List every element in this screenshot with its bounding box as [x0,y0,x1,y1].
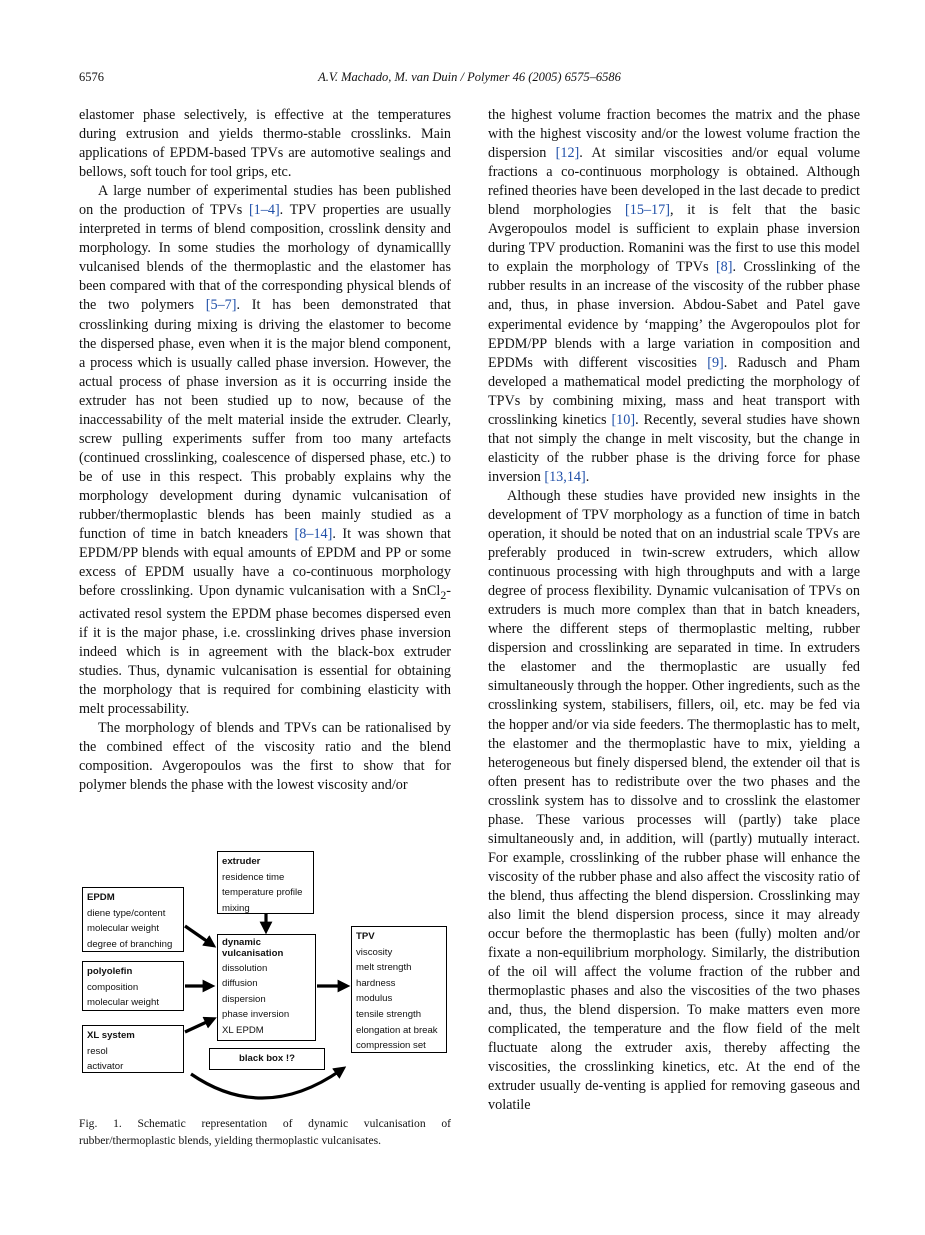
box-title: extruder [222,856,261,867]
right-column [488,106,860,1115]
box-title: TPV [356,931,375,942]
left-column [79,106,451,796]
box-item: activator [87,1061,124,1073]
citation-link[interactable]: [9] [707,354,724,371]
citation-link[interactable]: [10] [611,411,636,428]
box-title: dynamic [222,937,261,948]
box-item: residence time [222,871,285,883]
paragraph: the highest volume fraction becomes the matrix and the phase with the highest viscosity and/or the lowest volume fraction the dispersion [12]. At similar viscosities and/or equal volume fractions a co-continuous morphology is obtained. Although refined theories have been developed in the last decade to predict blend morphologies [15–17], it is felt that the basic Avgeropoulos model is sufficient to explain phase inversion during TPV production. Romanini was the first to use this model to explain the morphology of TPVs [8]. Crosslinking of the rubber results in an increase of the viscosity of the rubber phase and, thus, in phase inversion. Abdou-Sabet and Patel gave experimental evidence by ‘mapping’ the Avgeropoulos plot for EPDM/PP blends with a large variation in composition and EPDMs with different viscosities [9]. Radusch and Pham developed a mathematical model predicting the morphology of TPVs by combining mixing, mass and heat transport with crosslinking kinetics [10]. Recently, several studies have shown that not simply the change in melt viscosity, but the change in elasticity of the rubber phase is the driving force for phase inversion [13,14]. [488,107,861,485]
paragraph: elastomer phase selectively, is effective at the temperatures during extrusion and yields thermo-stable crosslinks. Main applications of EPDM-based TPVs are automotive sealings and bellows, soft touch for tool grips, etc. [79,107,451,181]
paragraph: Although these studies have provided new insights in the development of TPV morphology as a function of time in batch operation, it should be noted that on an industrial scale TPVs are preferably produced in twin-screw extruders, which allow continuous processing with high throughputs and with a large degree of process flexibility. Dynamic vulcanisation of TPVs on extruders is much more complex than that in batch kneaders, where the different steps of thermoplastic melting, rubber dispersion and crosslinking are separated in time. In extruders the elastomer and the thermoplastic are usually fed simultaneously through the hopper. Other ingredients, such as the crosslinking system, stabilisers, fillers, oil, etc. may be fed via the hopper and/or via side feeders. The thermoplastic has to melt, the elastomer and the thermoplastic have to mix, yielding a heterogeneous but finely dispersed blend, the extender oil that is often present has to redistribute over the two phases and the crosslink system has to dissolve and to crosslink the elastomer phase. These various processes will (partly) take place simultaneously and, in addition, will (partly) mutually interact. For example, crosslinking of the rubber phase will enhance the viscosity of the rubber phase and also affect the viscosity ratio of the blend, thus affecting the blend dispersion. Crosslinking may also limit the blend dispersion process, since it may already occur before the thermoplastic has been (fully) molten and/or fixate a non-equilibrium morphology. Similarly, the distribution of the oil will affect the volume fraction of the rubber and thermoplastic phases and also the viscosities of the two phases and, thus, the blend dispersion. To make matters even more complicated, the temperature and the flow field of the melt fluctuate along the extruder axis, thereby affecting the viscosities, the crosslinking kinetics, etc. At the end of the extruder usually de-venting is applied for removing gaseous and volatile [488,487,860,1114]
box-item: phase inversion [222,1009,290,1021]
figure-1-diagram [79,846,451,1081]
box-item: molecular weight [87,923,159,935]
page-number: 6576 [79,70,104,84]
box-item: XL EPDM [222,1024,264,1036]
box-title: vulcanisation [222,948,284,959]
paragraph: A large number of experimental studies has been published on the production of TPVs [1–4]. TPV properties are usually interpreted in terms of blend composition, crosslink density and morphology. In some studies the morhology of dynamicallly vulcanised blends of the thermoplastic and the elastomer has been compared with that of the corresponding physical blends of the two polymers [5–7]. It has been demonstrated that crosslinking during mixing is driving the elastomer to become the dispersed phase, even when it is the major blend component, a process which is usually called phase inversion. However, the actual process of phase inversion as it is occurring inside the extruder has not been studied up to now, because of the inaccessability of the melt material inside the extruder. Clearly, screw pulling experiments suffer from too many artefacts (continued crosslinking, coalescence of dispersed phase, etc.) to be of use in this respect. This probably explains why the morphology development during dynamic vulcanisation of rubber/thermoplastic blends has been mainly studied as a function of time in batch kneaders [8–14]. It was shown that EPDM/PP blends with equal amounts of EPDM and PP or some excess of EPDM usually have a co-continuous morphology before crosslinking. Upon dynamic vulcanisation with a SnCl$_2$-activated resol system the EPDM phase becomes dispersed even if it is the major phase, i.e. crosslinking drives phase inversion indeed which is in agreement with the black-box extruder studies. Thus, dynamic vulcanisation is essential for obtaining the morphology that is required for combining elasticity with melt processability. [79,183,451,718]
citation-link[interactable]: [13,14] [544,468,586,485]
box-item: modulus [356,993,393,1005]
box-item: tensile strength [356,1008,422,1020]
citation-link[interactable]: [8–14] [294,526,333,543]
box-item: molecular weight [87,997,159,1009]
box-title: polyolefin [87,966,133,977]
citation-link[interactable]: [8] [715,259,733,276]
box-item: elongation at break [356,1024,438,1036]
flow-arrows [79,846,451,1106]
box-item: resol [87,1045,108,1057]
arrow-xl [185,1020,211,1032]
citation-link[interactable]: [15–17] [625,202,670,219]
black-box-text: black box !? [239,1053,295,1064]
citation-link[interactable]: [12] [555,145,580,162]
box-item: composition [87,981,139,993]
figure-caption: Fig. 1. Schematic representation of dynamic vulcanisation of rubber/thermoplastic blends, yielding thermoplastic vulcanisates. [79,1117,451,1147]
running-header [79,70,860,88]
box-item: hardness [356,977,396,989]
arrow-epdm [185,926,211,944]
box-item: dispersion [222,993,266,1005]
box-item: melt strength [356,962,412,974]
box-title: EPDM [87,892,115,903]
box-item: diffusion [222,978,258,990]
box-item: dissolution [222,963,268,974]
box-item: degree of branching [87,938,173,950]
box-item: temperature profile [222,887,303,899]
box-item: mixing [222,902,250,914]
citation-link[interactable]: [1–4] [248,202,280,219]
arrow-black-box-curve [191,1070,341,1098]
box-item: compression set [356,1040,426,1052]
citation-link[interactable]: [5–7] [205,297,237,314]
box-title: XL system [87,1030,135,1041]
box-item: viscosity [356,946,393,958]
running-head: A.V. Machado, M. van Duin / Polymer 46 (2005) 6575–6586 [318,70,621,84]
paragraph: The morphology of blends and TPVs can be rationalised by the combined effect of the viscosity ratio and the blend composition. Avgeropoulos was the first to show that for polymer blends the phase with the lowest viscosity and/or [79,720,451,794]
box-item: diene type/content [87,907,166,919]
